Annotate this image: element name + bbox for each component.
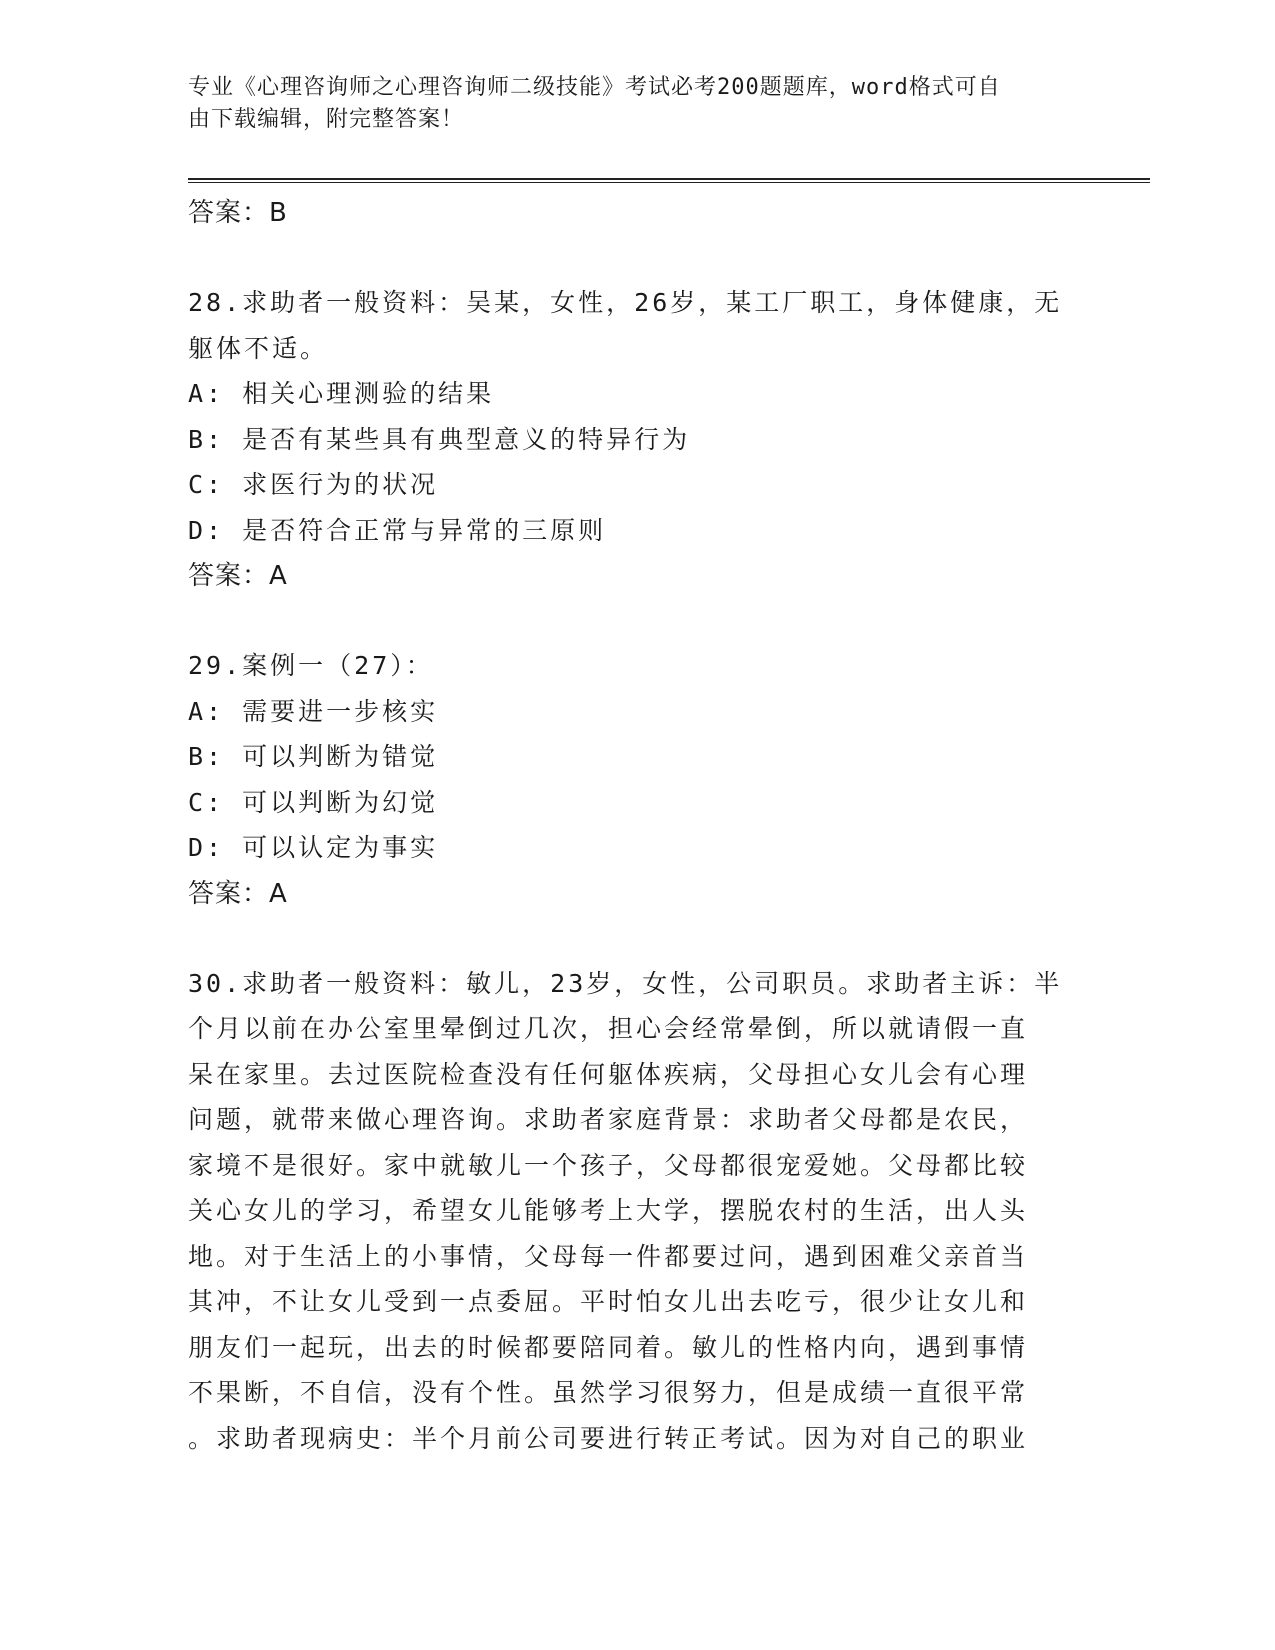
question-29 [188,643,1088,917]
option-d: D: 可以认定为事实 [188,833,439,862]
spacer [188,599,1088,643]
question-stem-line: 其冲，不让女儿受到一点委屈。平时怕女儿出去吃亏，很少让女儿和 [188,1287,1029,1316]
spacer [188,236,1088,280]
question-stem-line: 30.求助者一般资料：敏儿，23岁，女性，公司职员。求助者主诉：半 [188,968,1063,998]
question-stem-line: 不果断，不自信，没有个性。虽然学习很努力，但是成绩一直很平常 [188,1378,1029,1407]
header-divider-thin [188,182,1150,183]
answer-line: 答案：A [188,561,288,591]
spacer [188,917,1088,961]
question-stem-line: 个月以前在办公室里晕倒过几次，担心会经常晕倒，所以就请假一直 [188,1014,1029,1043]
question-stem-line: 地。对于生活上的小事情，父母每一件都要过问，遇到困难父亲首当 [188,1241,1029,1271]
question-28 [188,280,1088,599]
question-30 [188,961,1088,1462]
question-stem-line: 家境不是很好。家中就敏儿一个孩子，父母都很宠爱她。父母都比较 [188,1150,1029,1180]
page-header [188,72,1068,136]
answer-line: 答案：A [188,878,288,909]
question-stem-line: 朋友们一起玩，出去的时候都要陪同着。敏儿的性格内向，遇到事情 [188,1332,1029,1362]
option-a: A: 需要进一步核实 [188,696,439,726]
question-stem-line: 28.求助者一般资料：吴某，女性，26岁，某工厂职工，身体健康，无 [188,288,1063,317]
document-body [188,190,1088,1461]
question-stem-line: 关心女儿的学习，希望女儿能够考上大学，摆脱农村的生活，出人头 [188,1196,1029,1225]
option-b: B: 可以判断为错觉 [188,742,439,771]
question-stem-line: 29.案例一（27）： [188,651,434,680]
question-stem-line: 问题，就带来做心理咨询。求助者家庭背景：求助者父母都是农民， [188,1105,1029,1134]
header-line-2: 由下载编辑，附完整答案！ [188,107,465,132]
option-c: C: 可以判断为幻觉 [188,787,439,817]
question-stem-line: 呆在家里。去过医院检查没有任何躯体疾病，父母担心女儿会有心理 [188,1059,1029,1089]
option-c: C: 求医行为的状况 [188,470,439,499]
header-line-1: 专业《心理咨询师之心理咨询师二级技能》考试必考200题题库，word格式可自 [188,75,1001,100]
option-b: B: 是否有某些具有典型意义的特异行为 [188,424,691,454]
option-a: A: 相关心理测验的结果 [188,379,495,408]
header-divider-thick [188,178,1150,180]
question-stem-line: 。求助者现病史：半个月前公司要进行转正考试。因为对自己的职业 [188,1423,1029,1453]
answer-line: 答案：B [188,198,288,228]
option-d: D: 是否符合正常与异常的三原则 [188,515,607,545]
question-stem-line: 躯体不适。 [188,333,329,363]
